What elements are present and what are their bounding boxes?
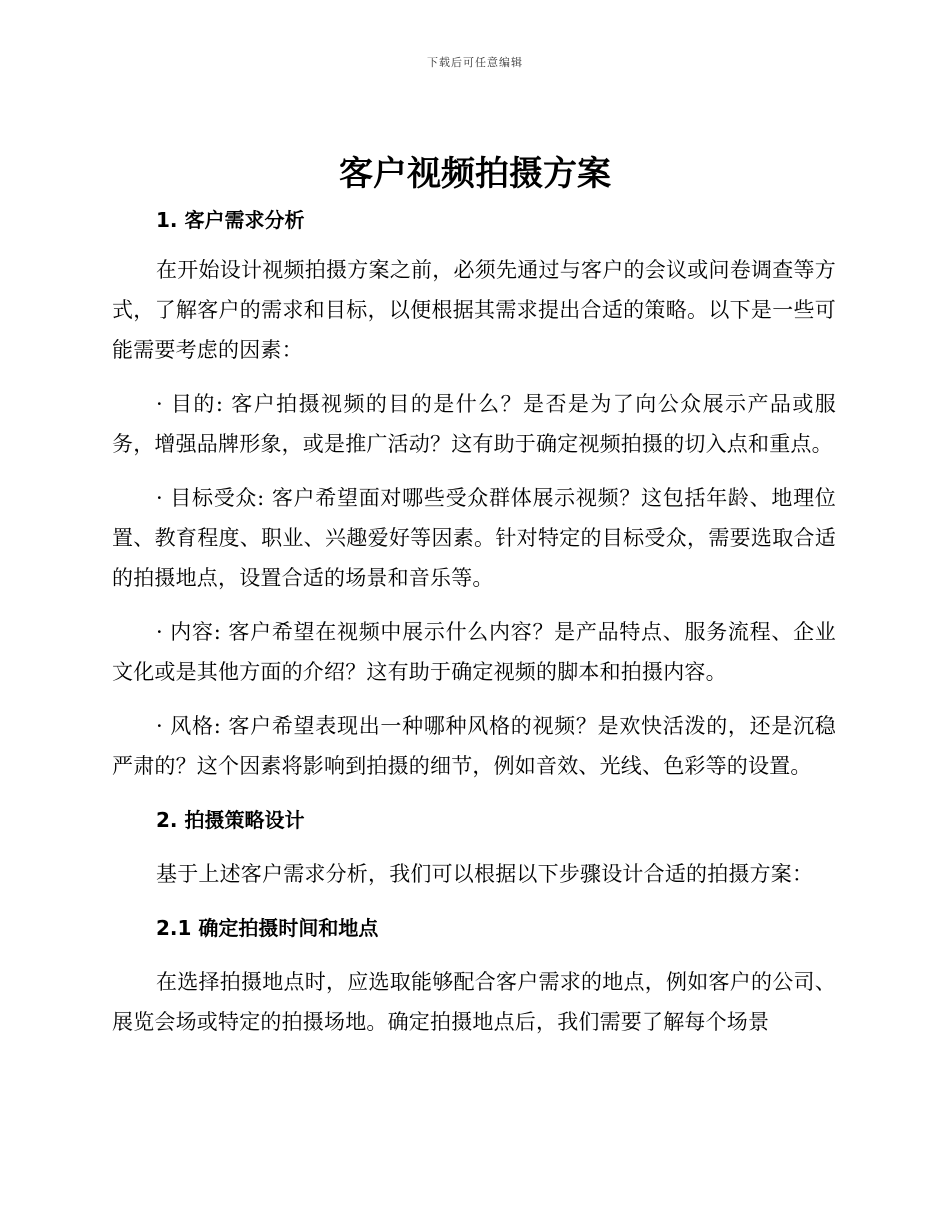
header-note: 下载后可任意编辑 [427,56,523,69]
section-heading-1: 1. 客户需求分析 [156,208,305,232]
section-heading-2: 2. 拍摄策略设计 [156,808,305,832]
section-1-intro: 在开始设计视频拍摄方案之前，必须先通过与客户的会议或问卷调查等方式，了解客户的需求和目标，以便根据其需求提出合适的策略。以下是一些可能需要考虑的因素： [112,258,836,362]
bullet-audience: · 目标受众: 客户希望面对哪些受众群体展示视频？这包括年龄、地理位置、教育程度、职业、兴趣爱好等因素。针对特定的目标受众，需要选取合适的拍摄地点，设置合适的场景和音乐等。 [112,486,836,590]
document-title: 客户视频拍摄方案 [339,154,611,194]
bullet-style: · 风格: 客户希望表现出一种哪种风格的视频？是欢快活泼的，还是沉稳严肃的？这个因素将影响到拍摄的细节，例如音效、光线、色彩等的设置。 [112,714,836,778]
subsection-heading-2-1: 2.1 确定拍摄时间和地点 [156,916,379,940]
subsection-2-1-body: 在选择拍摄地点时，应选取能够配合客户需求的地点，例如客户的公司、展览会场或特定的拍摄场地。确定拍摄地点后，我们需要了解每个场景 [112,970,836,1034]
bullet-purpose: · 目的: 客户拍摄视频的目的是什么？是否是为了向公众展示产品或服务，增强品牌形象，或是推广活动？这有助于确定视频拍摄的切入点和重点。 [112,392,836,456]
section-2-intro: 基于上述客户需求分析，我们可以根据以下步骤设计合适的拍摄方案： [156,862,814,886]
bullet-content: · 内容: 客户希望在视频中展示什么内容？是产品特点、服务流程、企业文化或是其他方面的介绍？这有助于确定视频的脚本和拍摄内容。 [112,620,836,684]
document-body [112,200,836,1042]
